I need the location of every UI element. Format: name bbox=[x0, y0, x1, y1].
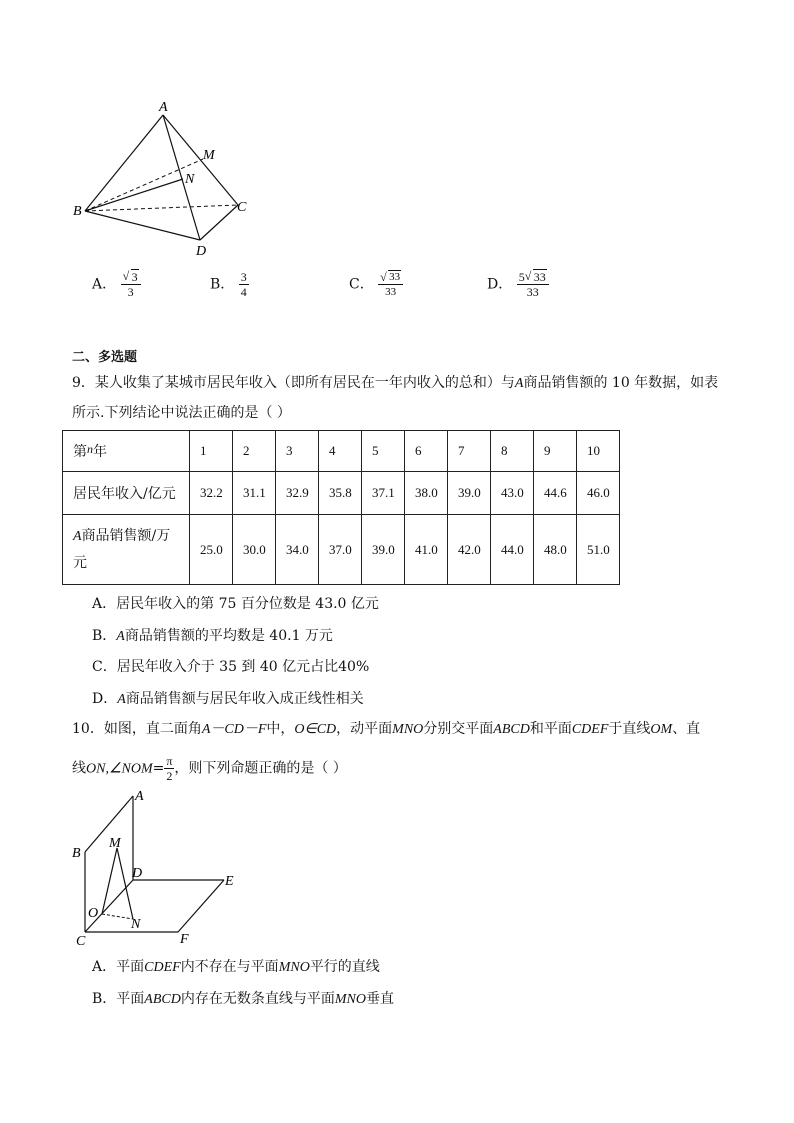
cell: 35.8 bbox=[319, 472, 362, 515]
cell: 3 bbox=[276, 431, 319, 472]
cell: 9 bbox=[534, 431, 577, 472]
label-A: A bbox=[135, 789, 144, 804]
cell: 34.0 bbox=[276, 515, 319, 585]
q9-stem-line1: 9．某人收集了某城市居民年收入（即所有居民在一年内收入的总和）与A商品销售额的 10 年数据，如表 bbox=[72, 375, 719, 391]
q9-stem-line2: 所示.下列结论中说法正确的是（ ） bbox=[72, 405, 291, 421]
cell: 48.0 bbox=[534, 515, 577, 585]
row-header-income: 居民年收入/亿元 bbox=[63, 472, 190, 515]
q8-option-d: D． $\frac{5√ 33}{33}$ bbox=[487, 270, 549, 299]
tetrahedron-figure bbox=[60, 95, 260, 260]
label-N: N bbox=[185, 172, 195, 187]
cell: 1 bbox=[190, 431, 233, 472]
cell: 37.1 bbox=[362, 472, 405, 515]
section-title: 二、多选题 bbox=[72, 350, 138, 365]
table-row-income bbox=[63, 472, 620, 515]
q9-data-table bbox=[62, 430, 620, 585]
cell: 43.0 bbox=[491, 472, 534, 515]
cell: 7 bbox=[448, 431, 491, 472]
cell: 30.0 bbox=[233, 515, 276, 585]
q9-option-d: D．A商品销售额与居民年收入成正线性相关 bbox=[92, 691, 364, 707]
cell: 4 bbox=[319, 431, 362, 472]
q10-stem-line2: 线ON,∠NOM= $\frac{\pi}{2}$ ，则下列命题正确的是（ ） bbox=[72, 754, 347, 783]
label-C: C bbox=[76, 934, 86, 949]
cell: 2 bbox=[233, 431, 276, 472]
cell: 46.0 bbox=[577, 472, 620, 515]
row-header-year: 第n年 bbox=[63, 431, 190, 472]
cell: 38.0 bbox=[405, 472, 448, 515]
dihedral-angle-figure bbox=[66, 785, 246, 950]
cell: 32.2 bbox=[190, 472, 233, 515]
cell: 44.0 bbox=[491, 515, 534, 585]
cell: 31.1 bbox=[233, 472, 276, 515]
q8-option-a: A． √ $\frac{3}{3}$ bbox=[92, 270, 141, 299]
label-D: D bbox=[132, 866, 143, 881]
row-header-sales: A商品销售额/万 元 bbox=[63, 515, 190, 585]
cell: 42.0 bbox=[448, 515, 491, 585]
q8-option-c: C． √ $\frac{33}{33}$ bbox=[349, 270, 403, 299]
label-B: B bbox=[73, 204, 82, 219]
table-row-year bbox=[63, 431, 620, 472]
label-M: M bbox=[203, 148, 215, 163]
q10-option-b: B．平面ABCD内存在无数条直线与平面MNO垂直 bbox=[92, 991, 394, 1007]
q10-stem-line1: 10．如图，直二面角A－CD－F中，O∈CD，动平面MNO分别交平面ABCD和平面CDEF于直线OM、直 bbox=[72, 721, 701, 737]
q9-option-a: A．居民年收入的第 75 百分位数是 43.0 亿元 bbox=[92, 596, 379, 612]
label-D: D bbox=[196, 244, 207, 259]
cell: 41.0 bbox=[405, 515, 448, 585]
q9-option-c: C．居民年收入介于 35 到 40 亿元占比40% bbox=[92, 659, 370, 675]
label-M: M bbox=[109, 836, 121, 851]
q10-option-a: A．平面CDEF内不存在与平面MNO平行的直线 bbox=[92, 959, 380, 975]
cell: 8 bbox=[491, 431, 534, 472]
label-C: C bbox=[237, 200, 247, 215]
table-row-sales bbox=[63, 515, 620, 585]
label-N: N bbox=[131, 917, 141, 932]
cell: 37.0 bbox=[319, 515, 362, 585]
cell: 5 bbox=[362, 431, 405, 472]
label-O: O bbox=[88, 906, 99, 921]
cell: 6 bbox=[405, 431, 448, 472]
cell: 25.0 bbox=[190, 515, 233, 585]
q8-option-b: B． $\frac{3}{4}$ bbox=[210, 270, 247, 299]
cell: 39.0 bbox=[362, 515, 405, 585]
q9-option-b: B．A商品销售额的平均数是 40.1 万元 bbox=[92, 628, 333, 644]
cell: 39.0 bbox=[448, 472, 491, 515]
cell: 51.0 bbox=[577, 515, 620, 585]
label-F: F bbox=[180, 932, 189, 947]
label-A: A bbox=[159, 100, 168, 115]
cell: 10 bbox=[577, 431, 620, 472]
cell: 44.6 bbox=[534, 472, 577, 515]
cell: 32.9 bbox=[276, 472, 319, 515]
label-E: E bbox=[225, 874, 234, 889]
label-B: B bbox=[72, 846, 81, 861]
